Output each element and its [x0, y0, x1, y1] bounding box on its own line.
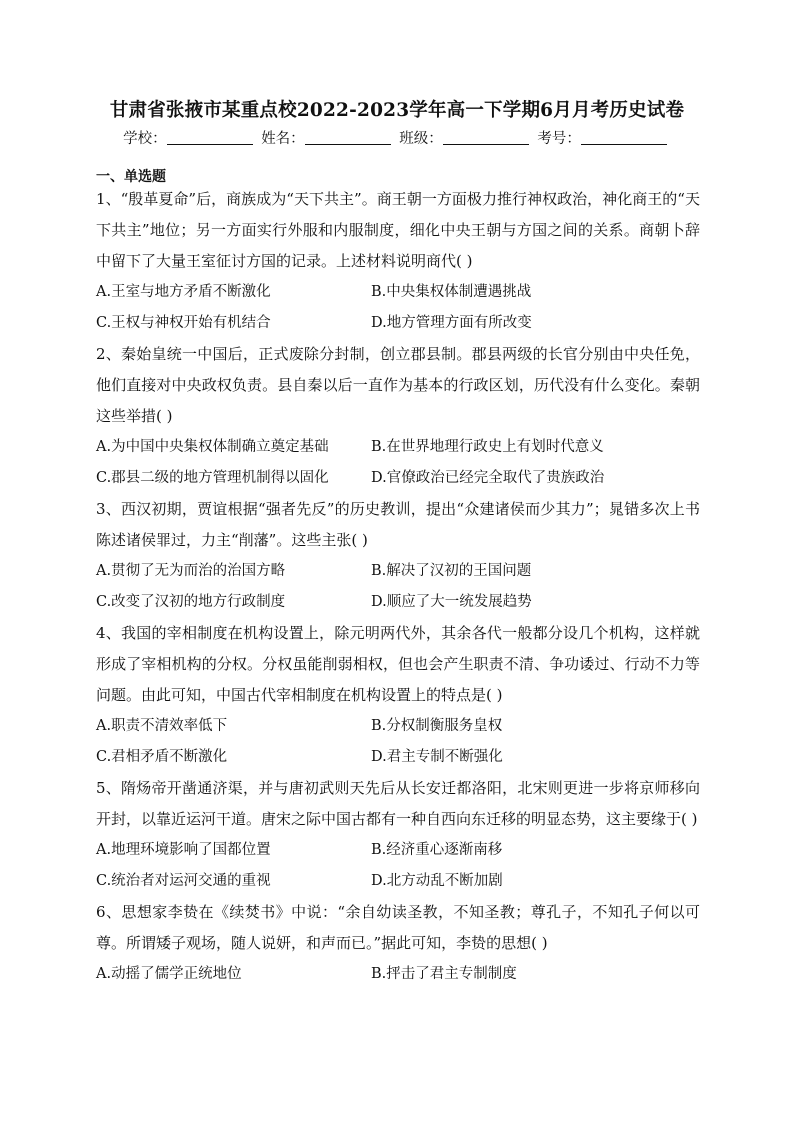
option-b[interactable]: B.抨击了君主专制制度 — [371, 966, 517, 982]
question-stem: 3、西汉初期，贾谊根据“强者先反”的历史教训，提出“众建诸侯而少其力”；晁错多次上书陈述诸侯罪过，力主“削藩”。这些主张( ) — [96, 500, 700, 549]
question-stem: 1、“殷革夏命”后，商族成为“天下共主”。商王朝一方面极力推行神权政治，神化商王的“天下共主”地位；另一方面实行外服和内服制度，细化中央王朝与方国之间的关系。商朝卜辞中留下了大量王室征讨方国的记录。上述材料说明商代( ) — [96, 190, 700, 270]
school-label: 学校： — [123, 131, 167, 147]
option-grid — [96, 959, 700, 990]
option-c[interactable]: C.王权与神权开始有机结合 — [96, 315, 271, 331]
option-b[interactable]: B.中央集权体制遭遇挑战 — [371, 284, 532, 300]
question-stem: 5、隋炀帝开凿通济渠，并与唐初武则天先后从长安迁都洛阳，北宋则更进一步将京师移向开封，以靠近运河干道。唐宋之际中国古都有一种自西向东迁移的明显态势，这主要缘于( ) — [96, 779, 700, 828]
option-grid — [96, 556, 700, 618]
option-a[interactable]: A.动摇了儒学正统地位 — [96, 966, 242, 982]
question-3 — [96, 494, 700, 618]
option-c[interactable]: C.君相矛盾不断激化 — [96, 749, 228, 765]
option-a[interactable]: A.贯彻了无为而治的治国方略 — [96, 563, 286, 579]
school-blank[interactable] — [167, 130, 253, 145]
question-stem: 6、思想家李贽在《续焚书》中说：“余自幼读圣教，不知圣教；尊孔子，不知孔子何以可尊。所谓矮子观场，随人说妍，和声而已。”据此可知，李贽的思想( ) — [96, 903, 700, 952]
question-6 — [96, 897, 700, 990]
question-stem: 2、秦始皇统一中国后，正式废除分封制，创立郡县制。郡县两级的长官分别由中央任免，他们直接对中央政权负责。县自秦以后一直作为基本的行政区划，历代没有什么变化。秦朝这些举措( ) — [96, 345, 700, 425]
option-b[interactable]: B.经济重心逐渐南移 — [371, 842, 503, 858]
question-1 — [96, 184, 700, 339]
name-blank[interactable] — [305, 130, 391, 145]
option-c[interactable]: C.改变了汉初的地方行政制度 — [96, 594, 286, 610]
exam-number-field — [537, 127, 671, 148]
option-grid — [96, 277, 700, 339]
option-a[interactable]: A.王室与地方矛盾不断激化 — [96, 284, 271, 300]
class-field — [399, 127, 533, 148]
question-2 — [96, 339, 700, 494]
option-a[interactable]: A.为中国中央集权体制确立奠定基础 — [96, 439, 329, 455]
exam-number-blank[interactable] — [581, 130, 667, 145]
option-b[interactable]: B.解决了汉初的王国问题 — [371, 563, 532, 579]
exam-number-label: 考号： — [537, 131, 581, 147]
option-b[interactable]: B.分权制衡服务皇权 — [371, 718, 503, 734]
option-c[interactable]: C.郡县二级的地方管理机制得以固化 — [96, 470, 329, 486]
option-a[interactable]: A.职责不清效率低下 — [96, 718, 228, 734]
name-label: 姓名： — [261, 131, 305, 147]
section-title: 一、单选题 — [96, 169, 166, 185]
option-b[interactable]: B.在世界地理行政史上有划时代意义 — [371, 439, 604, 455]
class-label: 班级： — [399, 131, 443, 147]
option-d[interactable]: D.地方管理方面有所改变 — [371, 315, 532, 331]
option-c[interactable]: C.统治者对运河交通的重视 — [96, 873, 271, 889]
name-field — [261, 127, 395, 148]
exam-title: 甘肃省张掖市某重点校2022-2023学年高一下学期6月月考历史试卷 — [109, 100, 685, 121]
question-4 — [96, 618, 700, 773]
option-d[interactable]: D.北方动乱不断加剧 — [371, 873, 503, 889]
option-grid — [96, 835, 700, 897]
student-info-line — [0, 127, 794, 148]
question-5 — [96, 773, 700, 897]
school-field — [123, 127, 257, 148]
option-d[interactable]: D.顺应了大一统发展趋势 — [371, 594, 532, 610]
option-grid — [96, 711, 700, 773]
question-list — [96, 184, 700, 990]
option-grid — [96, 432, 700, 494]
question-stem: 4、我国的宰相制度在机构设置上，除元明两代外，其余各代一般都分设几个机构，这样就形成了宰相机构的分权。分权虽能削弱相权，但也会产生职责不清、争功诿过、行动不力等问题。由此可知，中国古代宰相制度在机构设置上的特点是( ) — [96, 624, 700, 704]
option-d[interactable]: D.官僚政治已经完全取代了贵族政治 — [371, 470, 605, 486]
option-d[interactable]: D.君主专制不断强化 — [371, 749, 503, 765]
option-a[interactable]: A.地理环境影响了国都位置 — [96, 842, 271, 858]
class-blank[interactable] — [443, 130, 529, 145]
